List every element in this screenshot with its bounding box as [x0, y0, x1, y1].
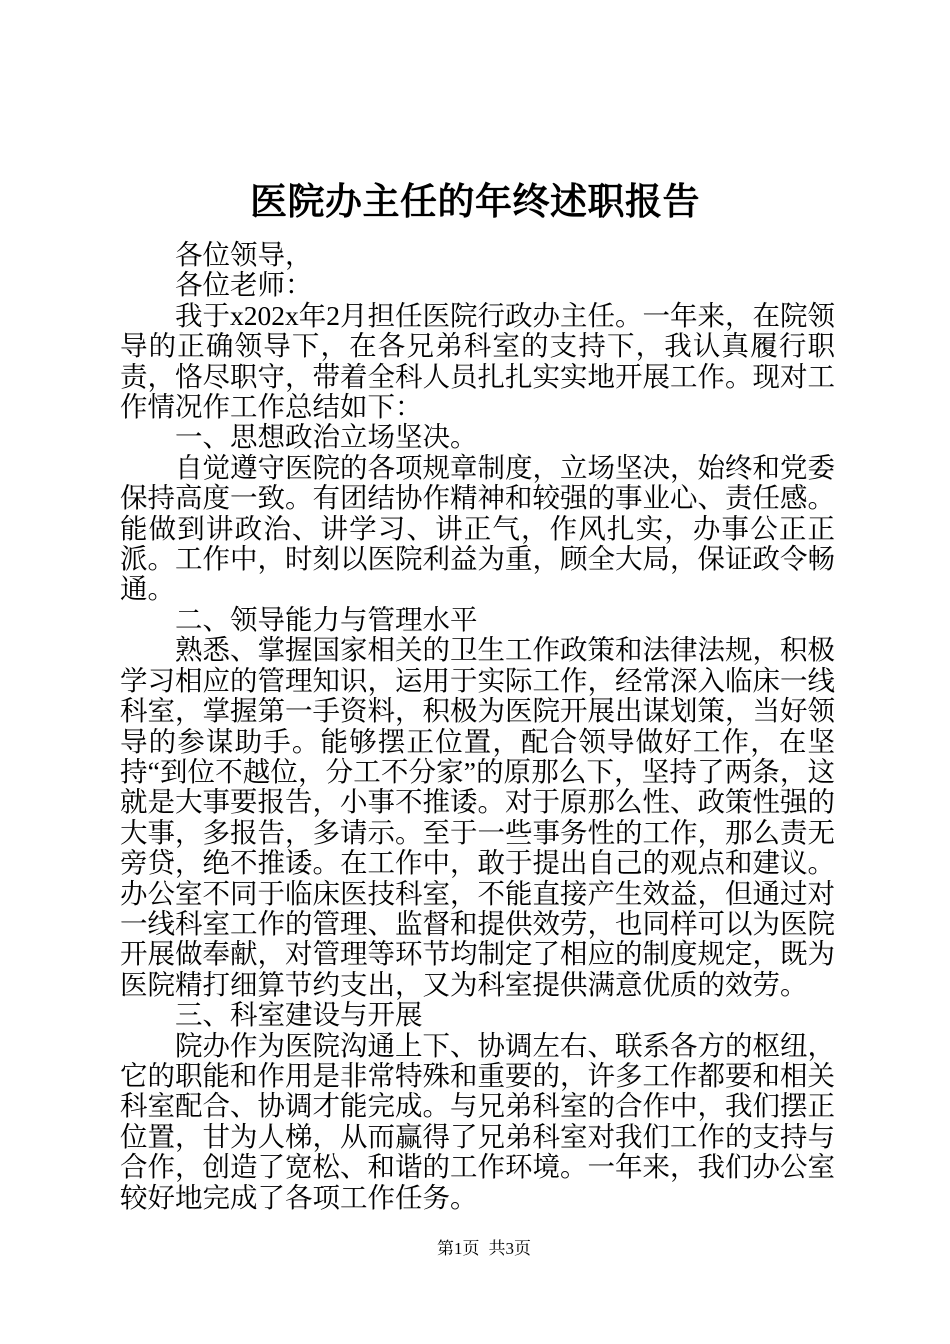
document-title: 医院办主任的年终述职报告 — [250, 182, 700, 223]
section-1-body: 自觉遵守医院的各项规章制度，立场坚决，始终和党委保持高度一致。有团结协作精神和较强的事业心、责任感。能做到讲政治、讲学习、讲正气，作风扎实，办事公正正派。工作中，时刻以医院利益为重，顾全大局，保证政令畅通。 — [120, 451, 835, 605]
salutation-teachers: 各位老师： — [175, 269, 313, 301]
section-2-heading: 二、领导能力与管理水平 — [175, 603, 478, 635]
section-3-body: 院办作为医院沟通上下、协调左右、联系各方的枢纽，它的职能和作用是非常特殊和重要的，许多工作都要和相关科室配合、协调才能完成。与兄弟科室的合作中，我们摆正位置，甘为人梯，从而赢得了兄弟科室对我们工作的支持与合作，创造了宽松、和谐的工作环境。一年来，我们办公室较好地完成了各项工作任务。 — [120, 1029, 835, 1213]
document-body — [120, 240, 835, 1213]
total-pages-label: 共3页 — [488, 1239, 531, 1258]
salutation-leaders: 各位领导， — [175, 239, 313, 270]
page-footer — [437, 1238, 531, 1260]
section-1-heading: 一、思想政治立场坚决。 — [175, 421, 478, 453]
section-2-body: 熟悉、掌握国家相关的卫生工作政策和法律法规，积极学习相应的管理知识，运用于实际工作，经常深入临床一线科室，掌握第一手资料，积极为医院开展出谋划策，当好领导的参谋助手。能够摆正位置，配合领导做好工作，在坚持“到位不越位，分工不分家”的原那么下，坚持了两条，这就是大事要报告，小事不推诿。对于原那么性、政策性强的大事，多报告，多请示。至于一些事务性的工作，那么责无旁贷，绝不推诿。在工作中，敢于提出自己的观点和建议。办公室不同于临床医技科室，不能直接产生效益，但通过对一线科室工作的管理、监督和提供效劳，也同样可以为医院开展做奉献，对管理等环节均制定了相应的制度规定，既为医院精打细算节约支出，又为科室提供满意优质的效劳。 — [120, 634, 835, 1000]
intro-paragraph: 我于x202x年2月担任医院行政办主任。一年来，在院领导的正确领导下，在各兄弟科室的支持下，我认真履行职责，恪尽职守，带着全科人员扎扎实实地开展工作。现对工作情况作工作总结如下： — [120, 299, 835, 423]
section-3-heading: 三、科室建设与开展 — [175, 999, 423, 1031]
current-page-label: 第1页 — [437, 1239, 480, 1258]
